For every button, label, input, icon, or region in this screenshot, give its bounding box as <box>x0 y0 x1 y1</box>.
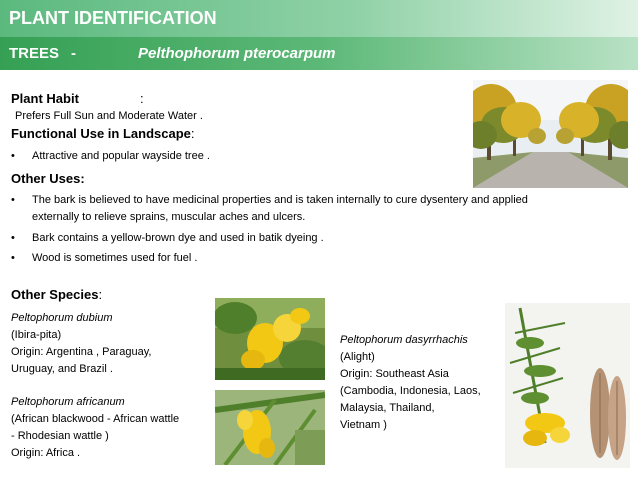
species-dasyrrhachis-line: Malaysia, Thailand, <box>340 402 435 414</box>
bullet-text: Attractive and popular wayside tree . <box>32 150 210 162</box>
species-dubium <box>11 310 151 378</box>
functional-use-colon: : <box>190 126 195 141</box>
bullet-text: The bark is believed to have medicinal properties and is taken internally to cure dysentery and applied <box>32 194 528 206</box>
subtitle-dash: - <box>71 45 77 62</box>
other-species-heading <box>11 287 102 302</box>
species-africanum-line: - Rhodesian wattle ) <box>11 430 109 442</box>
tree-avenue-photo <box>473 80 628 188</box>
species-africanum-name: Peltophorum africanum <box>11 396 125 408</box>
plant-habit-text: Prefers Full Sun and Moderate Water . <box>15 110 203 122</box>
bullet-dot: • <box>11 194 15 206</box>
species-dubium-line: Origin: Argentina , Paraguay, <box>11 346 152 358</box>
species-dasyrrhachis-line: Origin: Southeast Asia <box>340 368 449 380</box>
species-africanum-line: Origin: Africa . <box>11 447 81 459</box>
plant-habit-heading <box>11 91 79 106</box>
species-africanum <box>11 394 179 462</box>
bullet-dot: • <box>11 232 15 244</box>
plant-habit-colon-text: : <box>140 91 144 106</box>
species-dasyrrhachis <box>340 332 481 434</box>
bullet-dot: • <box>11 252 15 264</box>
bullet-text-continued: externally to relieve sprains, muscular aches and ulcers. <box>32 211 306 223</box>
peltophorum-dubium-photo <box>215 298 325 380</box>
peltophorum-dasyrrhachis-photo <box>505 303 630 468</box>
functional-use-heading-text: Functional Use in Landscape <box>11 126 191 141</box>
other-species-colon: : <box>98 287 103 302</box>
bullet-text: Bark contains a yellow-brown dye and used in batik dyeing . <box>32 232 324 244</box>
species-dubium-line: (Ibira-pita) <box>11 329 62 341</box>
other-uses-heading: Other Uses: <box>11 171 85 186</box>
species-dasyrrhachis-line: Vietnam ) <box>340 419 387 431</box>
bullet-dot: • <box>11 150 15 162</box>
other-species-heading-text: Other Species <box>11 287 99 302</box>
species-name: Pelthophorum pterocarpum <box>138 45 336 62</box>
species-dubium-name: Peltophorum dubium <box>11 312 113 324</box>
plant-subtitle-bar <box>0 37 638 70</box>
page-title: PLANT IDENTIFICATION <box>0 0 638 37</box>
species-dasyrrhachis-name: Peltophorum dasyrrhachis <box>340 334 468 346</box>
species-dasyrrhachis-line: (Cambodia, Indonesia, Laos, <box>340 385 481 397</box>
plant-habit-colon <box>140 91 144 106</box>
bullet-text: Wood is sometimes used for fuel . <box>32 252 198 264</box>
species-dasyrrhachis-line: (Alight) <box>340 351 375 363</box>
category-label: TREES <box>9 45 60 62</box>
species-dubium-line: Uruguay, and Brazil . <box>11 363 113 375</box>
peltophorum-africanum-photo <box>215 390 325 465</box>
functional-use-heading <box>11 126 195 141</box>
plant-habit-heading-text: Plant Habit <box>11 91 79 106</box>
species-africanum-line: (African blackwood - African wattle <box>11 413 180 425</box>
